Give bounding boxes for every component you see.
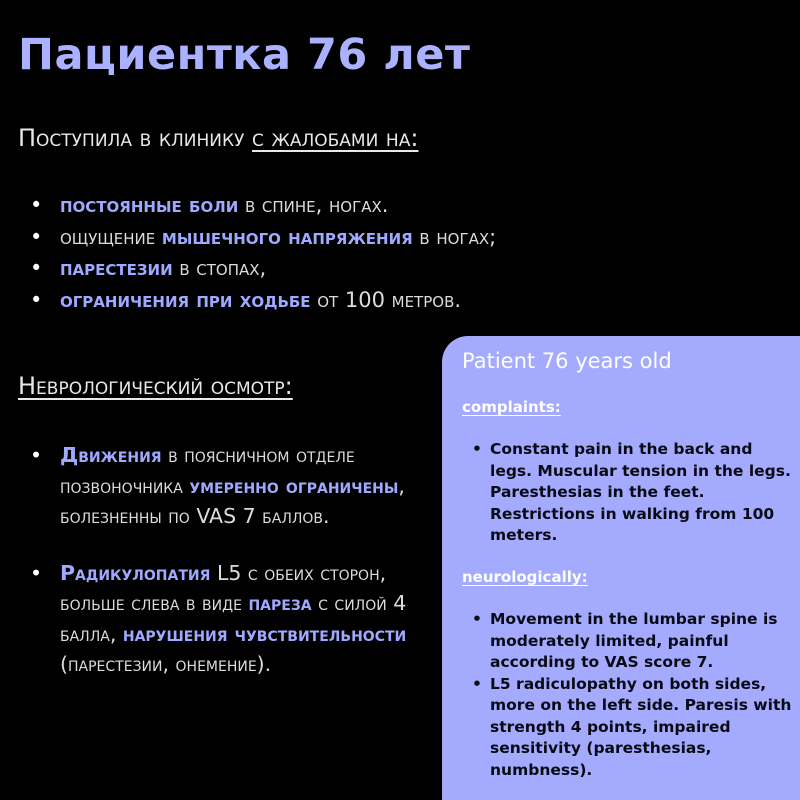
card-complaints-label: complaints: — [462, 398, 561, 416]
neuro-highlight: Радикулопатия — [60, 560, 211, 585]
complaint-highlight: ограничения при ходьбе — [60, 287, 311, 312]
neuro-highlight: пареза — [248, 591, 312, 615]
translation-card — [442, 336, 800, 800]
list-item — [30, 558, 440, 680]
complaint-text: в ногах; — [412, 224, 497, 249]
complaint-text: от 100 метров. — [310, 287, 462, 312]
neuro-section-title: Неврологический осмотр: — [18, 372, 293, 400]
card-neuro-label: neurologically: — [462, 568, 588, 586]
list-item: • Constant pain in the back and legs. Muscular tension in the legs. Paresthesias in the feet. Restrictions in walking from 100 meters. — [472, 439, 797, 547]
list-item — [30, 190, 496, 222]
complaint-prefix: ощущение — [60, 224, 162, 249]
neuro-text: L5 с обеих сторон, больше слева в виде — [60, 560, 387, 615]
card-complaints-list — [472, 439, 797, 547]
card-title: Patient 76 years old — [462, 349, 672, 373]
neuro-text: с силой 4 балла, — [60, 591, 407, 646]
list-item — [30, 285, 496, 317]
list-item — [30, 440, 440, 532]
page-title: Пациентка 76 лет — [18, 30, 471, 80]
card-neuro-list — [472, 609, 797, 781]
neuro-text: (парестезии, онемение). — [60, 652, 272, 676]
intro-underlined: с жалобами на: — [252, 124, 419, 152]
list-item: • L5 radiculopathy on both sides, more on the left side. Paresis with strength 4 points, impaired sensitivity (paresthesias, numbness). — [472, 674, 797, 782]
neuro-highlight: Движения — [60, 443, 162, 467]
neuro-text: , болезненны по VAS 7 баллов. — [60, 473, 405, 528]
complaint-text: в стопах, — [172, 256, 267, 280]
neuro-list — [30, 440, 440, 680]
complaints-list — [30, 190, 496, 316]
neuro-highlight: умеренно ограничены — [189, 473, 399, 498]
complaint-text: в спине, ногах. — [238, 193, 389, 217]
intro-text: Поступила в клинику — [18, 124, 253, 152]
intro-line — [18, 124, 418, 152]
list-item: • Movement in the lumbar spine is moderately limited, painful according to VAS score 7. — [472, 609, 797, 674]
list-item — [30, 253, 496, 285]
complaint-highlight: мышечного напряжения — [161, 224, 413, 249]
neuro-text: в поясничном отделе позвоночника — [60, 443, 355, 498]
complaint-highlight: парестезии — [60, 256, 173, 280]
neuro-highlight: нарушения чувствительности — [122, 621, 407, 646]
list-item — [30, 222, 496, 254]
complaint-highlight: постоянные боли — [60, 193, 239, 217]
